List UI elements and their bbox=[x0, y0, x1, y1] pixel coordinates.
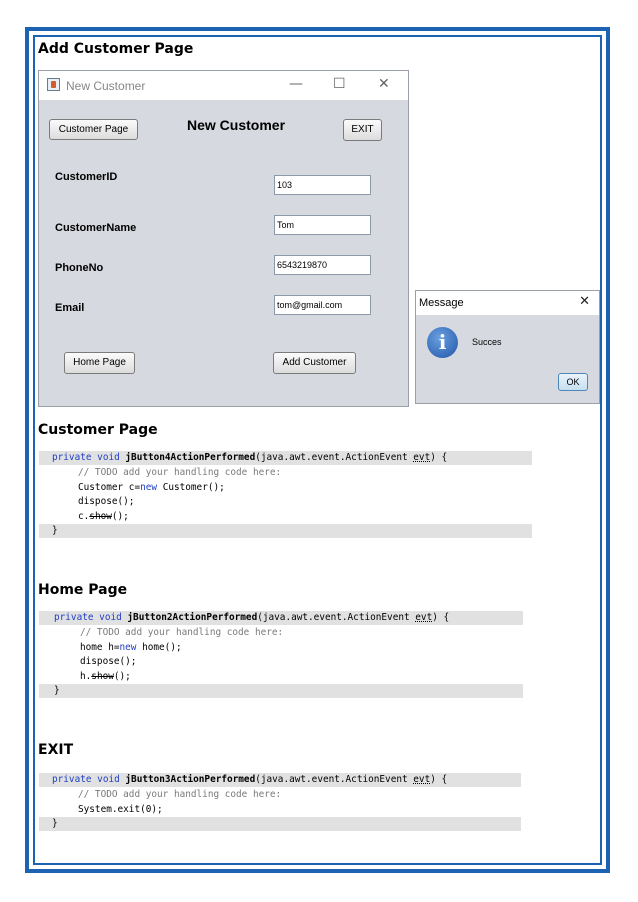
code-comment-line: // TODO add your handling code here: bbox=[80, 627, 284, 638]
info-icon: i bbox=[427, 327, 458, 358]
code-comment-line: // TODO add your handling code here: bbox=[78, 467, 282, 478]
minimize-icon[interactable]: — bbox=[289, 76, 303, 92]
message-dialog bbox=[415, 290, 600, 404]
phone-no-field[interactable]: 6543219870 bbox=[274, 255, 371, 275]
heading-exit: EXIT bbox=[38, 742, 74, 758]
java-app-icon bbox=[47, 78, 60, 91]
code-signature-line: private void jButton2ActionPerformed(java.awt.event.ActionEvent evt) { bbox=[39, 611, 523, 625]
customer-page-button[interactable]: Customer Page bbox=[49, 119, 138, 140]
code-close-brace: } bbox=[39, 817, 521, 831]
code-close-brace: } bbox=[39, 524, 532, 538]
new-customer-window bbox=[38, 70, 409, 407]
email-label: Email bbox=[55, 302, 85, 314]
customer-name-label: CustomerName bbox=[55, 222, 137, 234]
phone-no-label: PhoneNo bbox=[55, 262, 104, 274]
code-line: dispose(); bbox=[80, 656, 137, 667]
message-title: Message bbox=[419, 297, 464, 309]
heading-add-customer-page: Add Customer Page bbox=[38, 41, 194, 57]
code-line: h.show(); bbox=[80, 671, 131, 682]
form-title: New Customer bbox=[187, 117, 286, 133]
customer-name-field[interactable]: Tom bbox=[274, 215, 371, 235]
close-icon[interactable]: ✕ bbox=[378, 76, 390, 92]
code-line: home h=new home(); bbox=[80, 642, 182, 653]
code-line: Customer c=new Customer(); bbox=[78, 482, 225, 493]
code-signature-line: private void jButton3ActionPerformed(java.awt.event.ActionEvent evt) { bbox=[39, 773, 521, 787]
code-comment-line: // TODO add your handling code here: bbox=[78, 789, 282, 800]
code-line: System.exit(0); bbox=[78, 804, 163, 815]
maximize-icon[interactable]: ☐ bbox=[333, 76, 346, 92]
message-titlebar bbox=[416, 291, 599, 315]
code-close-brace: } bbox=[39, 684, 523, 698]
close-icon[interactable]: ✕ bbox=[579, 294, 590, 309]
code-line: c.show(); bbox=[78, 511, 129, 522]
heading-customer-page: Customer Page bbox=[38, 422, 158, 438]
customer-id-field[interactable]: 103 bbox=[274, 175, 371, 195]
home-page-button[interactable]: Home Page bbox=[64, 352, 135, 374]
add-customer-button[interactable]: Add Customer bbox=[273, 352, 356, 374]
code-signature-line: private void jButton4ActionPerformed(java.awt.event.ActionEvent evt) { bbox=[39, 451, 532, 465]
customer-id-label: CustomerID bbox=[55, 171, 118, 183]
window-title: New Customer bbox=[66, 79, 146, 93]
code-line: dispose(); bbox=[78, 496, 135, 507]
heading-home-page: Home Page bbox=[38, 582, 128, 598]
ok-button[interactable]: OK bbox=[558, 373, 588, 391]
exit-button[interactable]: EXIT bbox=[343, 119, 382, 141]
email-field[interactable]: tom@gmail.com bbox=[274, 295, 371, 315]
message-text: Succes bbox=[472, 337, 502, 347]
window-titlebar bbox=[39, 71, 408, 100]
